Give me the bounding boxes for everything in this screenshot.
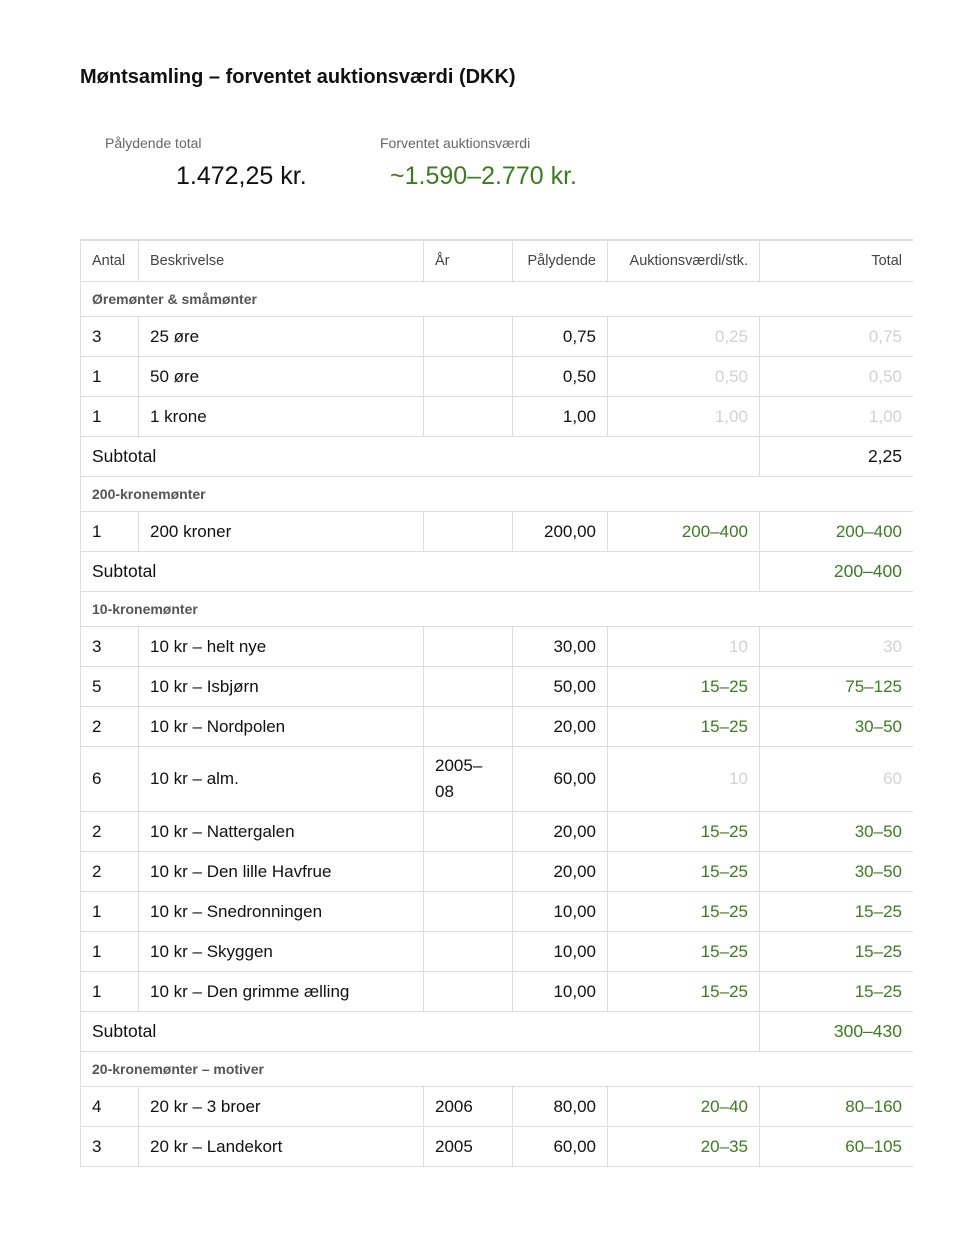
cell-aar [424,972,513,1012]
table-header-row [81,240,914,282]
section-header-row [81,592,914,627]
cell-antal: 4 [81,1087,139,1127]
subtotal-label: Subtotal [81,1012,760,1052]
cell-total: 30 [760,627,914,667]
coin-table-container [80,239,913,1179]
subtotal-value: 2,25 [760,437,914,477]
table-row [81,1087,914,1127]
cell-palydende: 10,00 [513,972,608,1012]
cell-total: 200–400 [760,512,914,552]
cell-palydende: 20,00 [513,707,608,747]
subtotal-value: 300–430 [760,1012,914,1052]
cell-total: 80–160 [760,1087,914,1127]
coin-table [80,239,913,1167]
cell-total: 30–50 [760,707,914,747]
table-row [81,667,914,707]
header-total: Total [760,240,914,282]
cell-total: 75–125 [760,667,914,707]
cell-antal: 1 [81,512,139,552]
cell-beskrivelse: 10 kr – Den grimme ælling [139,972,424,1012]
cell-total: 15–25 [760,972,914,1012]
cell-aar [424,397,513,437]
cell-palydende: 60,00 [513,1127,608,1167]
cell-palydende: 20,00 [513,812,608,852]
cell-beskrivelse: 20 kr – Landekort [139,1127,424,1167]
cell-beskrivelse: 10 kr – Skyggen [139,932,424,972]
cell-palydende: 20,00 [513,852,608,892]
cell-palydende: 10,00 [513,892,608,932]
table-row [81,397,914,437]
cell-antal: 5 [81,667,139,707]
cell-auktionsvaerdi: 15–25 [608,972,760,1012]
table-body [81,282,914,1167]
auction-value: ~1.590–2.770 kr. [390,162,577,190]
section-header-row [81,282,914,317]
table-row [81,357,914,397]
subtotal-row [81,1012,914,1052]
cell-beskrivelse: 25 øre [139,317,424,357]
section-title: 10-kronemønter [81,592,914,627]
cell-total: 60 [760,747,914,812]
cell-antal: 1 [81,397,139,437]
cell-antal: 2 [81,812,139,852]
cell-beskrivelse: 10 kr – Isbjørn [139,667,424,707]
cell-antal: 3 [81,627,139,667]
cell-aar [424,852,513,892]
cell-palydende: 1,00 [513,397,608,437]
cell-beskrivelse: 10 kr – Den lille Havfrue [139,852,424,892]
cell-beskrivelse: 200 kroner [139,512,424,552]
cell-auktionsvaerdi: 1,00 [608,397,760,437]
cell-antal: 2 [81,707,139,747]
header-antal: Antal [81,240,139,282]
section-title: Øremønter & småmønter [81,282,914,317]
page-title: Møntsamling – forventet auktionsværdi (DKK) [80,66,516,88]
cell-total: 15–25 [760,892,914,932]
cell-aar: 2006 [424,1087,513,1127]
section-header-row [81,1052,914,1087]
cell-total: 0,75 [760,317,914,357]
cell-antal: 1 [81,932,139,972]
cell-auktionsvaerdi: 0,50 [608,357,760,397]
table-row [81,812,914,852]
cell-auktionsvaerdi: 20–40 [608,1087,760,1127]
cell-palydende: 60,00 [513,747,608,812]
cell-auktionsvaerdi: 15–25 [608,932,760,972]
cell-auktionsvaerdi: 10 [608,627,760,667]
cell-auktionsvaerdi: 15–25 [608,892,760,932]
cell-palydende: 30,00 [513,627,608,667]
cell-aar: 2005 [424,1127,513,1167]
cell-palydende: 0,50 [513,357,608,397]
cell-aar [424,892,513,932]
cell-total: 1,00 [760,397,914,437]
cell-total: 60–105 [760,1127,914,1167]
cell-aar [424,932,513,972]
cell-aar [424,627,513,667]
cell-auktionsvaerdi: 200–400 [608,512,760,552]
cell-palydende: 200,00 [513,512,608,552]
cell-auktionsvaerdi: 15–25 [608,667,760,707]
cell-auktionsvaerdi: 15–25 [608,852,760,892]
section-title: 20-kronemønter – motiver [81,1052,914,1087]
table-row [81,627,914,667]
cell-aar [424,512,513,552]
face-total-value: 1.472,25 kr. [176,162,307,190]
cell-antal: 1 [81,357,139,397]
cell-total: 30–50 [760,852,914,892]
cell-antal: 3 [81,1127,139,1167]
table-row [81,512,914,552]
cell-beskrivelse: 10 kr – alm. [139,747,424,812]
table-row [81,932,914,972]
cell-auktionsvaerdi: 15–25 [608,707,760,747]
subtotal-label: Subtotal [81,552,760,592]
cell-beskrivelse: 10 kr – helt nye [139,627,424,667]
table-row [81,972,914,1012]
header-aar: År [424,240,513,282]
cell-beskrivelse: 10 kr – Nordpolen [139,707,424,747]
cell-antal: 1 [81,972,139,1012]
header-beskrivelse: Beskrivelse [139,240,424,282]
cell-total: 30–50 [760,812,914,852]
table-row [81,707,914,747]
cell-auktionsvaerdi: 15–25 [608,812,760,852]
header-palydende: Pålydende [513,240,608,282]
subtotal-row [81,552,914,592]
cell-auktionsvaerdi: 0,25 [608,317,760,357]
cell-aar [424,357,513,397]
cell-antal: 6 [81,747,139,812]
cell-beskrivelse: 10 kr – Nattergalen [139,812,424,852]
cell-antal: 1 [81,892,139,932]
cell-aar: 2005–08 [424,747,513,812]
cell-auktionsvaerdi: 10 [608,747,760,812]
cell-beskrivelse: 10 kr – Snedronningen [139,892,424,932]
cell-palydende: 50,00 [513,667,608,707]
table-row [81,1127,914,1167]
cell-aar [424,707,513,747]
section-title: 200-kronemønter [81,477,914,512]
table-row [81,892,914,932]
cell-aar [424,812,513,852]
cell-palydende: 80,00 [513,1087,608,1127]
cell-palydende: 10,00 [513,932,608,972]
subtotal-row [81,437,914,477]
table-row [81,747,914,812]
cell-beskrivelse: 20 kr – 3 broer [139,1087,424,1127]
cell-total: 15–25 [760,932,914,972]
header-auktionsvaerdi: Auktionsværdi/stk. [608,240,760,282]
cell-aar [424,667,513,707]
subtotal-value: 200–400 [760,552,914,592]
face-total-label: Pålydende total [105,135,202,151]
cell-beskrivelse: 50 øre [139,357,424,397]
cell-beskrivelse: 1 krone [139,397,424,437]
cell-palydende: 0,75 [513,317,608,357]
section-header-row [81,477,914,512]
cell-antal: 3 [81,317,139,357]
cell-total: 0,50 [760,357,914,397]
cell-auktionsvaerdi: 20–35 [608,1127,760,1167]
cell-antal: 2 [81,852,139,892]
subtotal-label: Subtotal [81,437,760,477]
table-row [81,317,914,357]
cell-aar [424,317,513,357]
auction-value-label: Forventet auktionsværdi [380,135,531,151]
table-row [81,852,914,892]
